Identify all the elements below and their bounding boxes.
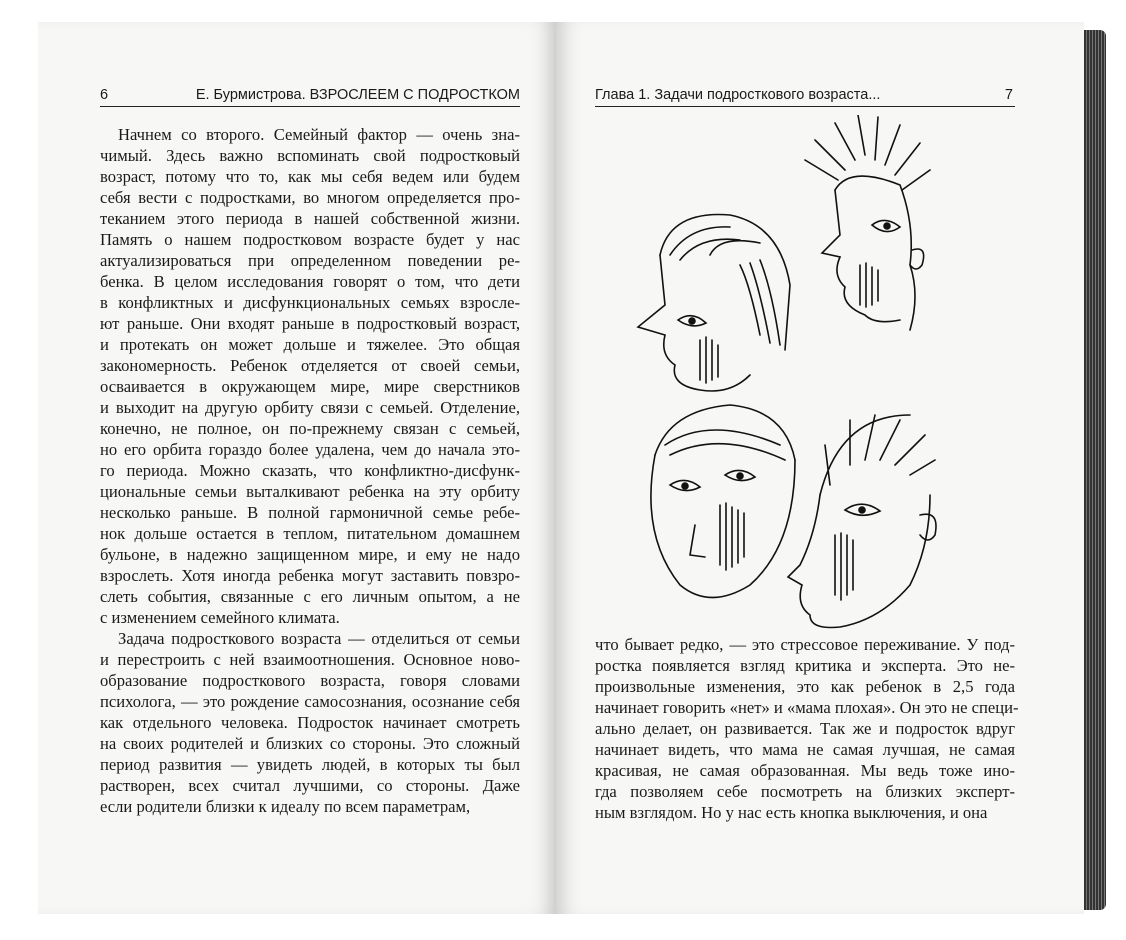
text-line: бенка. В целом исследования говорят о том, что дети <box>100 272 520 291</box>
text-line: произвольные изменения, это как ребенок в 2,5 года <box>595 677 1015 696</box>
running-title: Е. Бурмистрова. ВЗРОСЛЕЕМ С ПОДРОСТКОМ <box>195 87 520 103</box>
text-line: если родители близки к идеалу по всем параметрам, <box>100 797 471 816</box>
text-line: и протекать он может дольше и тяжелее. Это общая <box>100 335 520 354</box>
text-line: начинает видеть, что мама не самая лучшая, не самая <box>595 740 1015 759</box>
face-profile-bob-hair <box>638 215 790 392</box>
text-line: период развития — увидеть людей, в которых ты был <box>100 755 520 774</box>
left-running-header <box>100 86 520 107</box>
text-line: растворен, всех считал лучшими, со стороны. Даже <box>100 776 520 795</box>
text-line: Задача подросткового возраста — отделиться от семьи <box>118 629 520 648</box>
text-line: теканием этого периода в нашей собственной жизни. <box>100 209 520 228</box>
faces-illustration <box>610 115 950 635</box>
text-line: как отдельного человека. Подросток начинает смотреть <box>100 713 520 732</box>
text-line: циональные семьи выталкивают ребенка на эту орбиту <box>100 482 520 501</box>
text-line: образование подросткового возраста, говоря словами <box>100 671 520 690</box>
text-line: ют раньше. Они входят раньше в подростковый возраст, <box>100 314 520 333</box>
text-line: взрослеть. Хотя иногда ребенка могут заставить повзро- <box>100 566 520 585</box>
text-line: возраст, потому что то, как мы себя ведем или будем <box>100 167 520 186</box>
text-line: начинает говорить «нет» и «мама плохая». Он это не специ- <box>595 698 1019 717</box>
page-number: 6 <box>100 87 109 103</box>
text-line: и выходит на другую орбиту связи с семьей. Отделение, <box>100 398 520 417</box>
text-line: го периода. Можно сказать, что конфликтно-дисфунк- <box>100 461 520 480</box>
text-line: на своих родителей и близких со стороны. Это сложный <box>100 734 520 753</box>
text-line: Память о нашем подростковом возрасте будет у нас <box>100 230 520 249</box>
text-line: ально делает, он развивается. Так же и подросток вдруг <box>595 719 1015 738</box>
text-line: бульоне, в надежно защищенном мире, и ему не надо <box>100 545 520 564</box>
text-line: с изменением семейного климата. <box>100 608 340 627</box>
page-number: 7 <box>1004 87 1013 103</box>
text-line: ростка появляется взгляд критика и эксперта. Это не- <box>595 656 1015 675</box>
right-running-header <box>595 86 1015 107</box>
running-title: Глава 1. Задачи подросткового возраста... <box>595 87 881 103</box>
page-stack-edge <box>1084 30 1106 910</box>
text-line: актуализироваться при определенном поведении ре- <box>100 251 520 270</box>
text-line: и перестроить с ней взаимоотношения. Основное ново- <box>100 650 520 669</box>
face-profile-bottom <box>788 415 936 628</box>
text-line: что бывает редко, — это стрессовое переживание. У под- <box>595 635 1015 654</box>
face-frontal <box>651 405 795 598</box>
left-body-text <box>100 124 520 817</box>
text-line: нок дольше остается в теплом, питательном домашнем <box>100 524 520 543</box>
text-line: ным взглядом. Но у нас есть кнопка выключения, и она <box>595 803 988 822</box>
text-line: себя вести с подростками, во многом определяется про- <box>100 188 520 207</box>
text-line: Начнем со второго. Семейный фактор — очень зна- <box>118 125 520 144</box>
text-line: конечно, не полное, он по-прежнему связан с семьей, <box>100 419 520 438</box>
text-line: слеть события, связанные с его личным опытом, а не <box>100 587 520 606</box>
text-line: гда позволяем себе посмотреть на близких эксперт- <box>595 782 1015 801</box>
text-line: красивая, не самая образованная. Мы ведь тоже ино- <box>595 761 1015 780</box>
text-line: несколько раньше. В полной гармоничной семье ребе- <box>100 503 520 522</box>
text-line: закономерность. Ребенок отделяется от своей семьи, <box>100 356 520 375</box>
face-profile-spiky-hair <box>805 115 930 330</box>
text-line: психолога, — это рождение самосознания, осознание себя <box>100 692 520 711</box>
text-line: но его орбита гораздо более удалена, чем до начала это- <box>100 440 520 459</box>
text-line: чимый. Здесь важно вспоминать свой подростковый <box>100 146 520 165</box>
text-line: в конфликтных и дисфункциональных семьях взросле- <box>100 293 520 312</box>
text-line: осваивается в окружающем мире, мире сверстников <box>100 377 520 396</box>
right-body-text <box>595 634 1019 823</box>
